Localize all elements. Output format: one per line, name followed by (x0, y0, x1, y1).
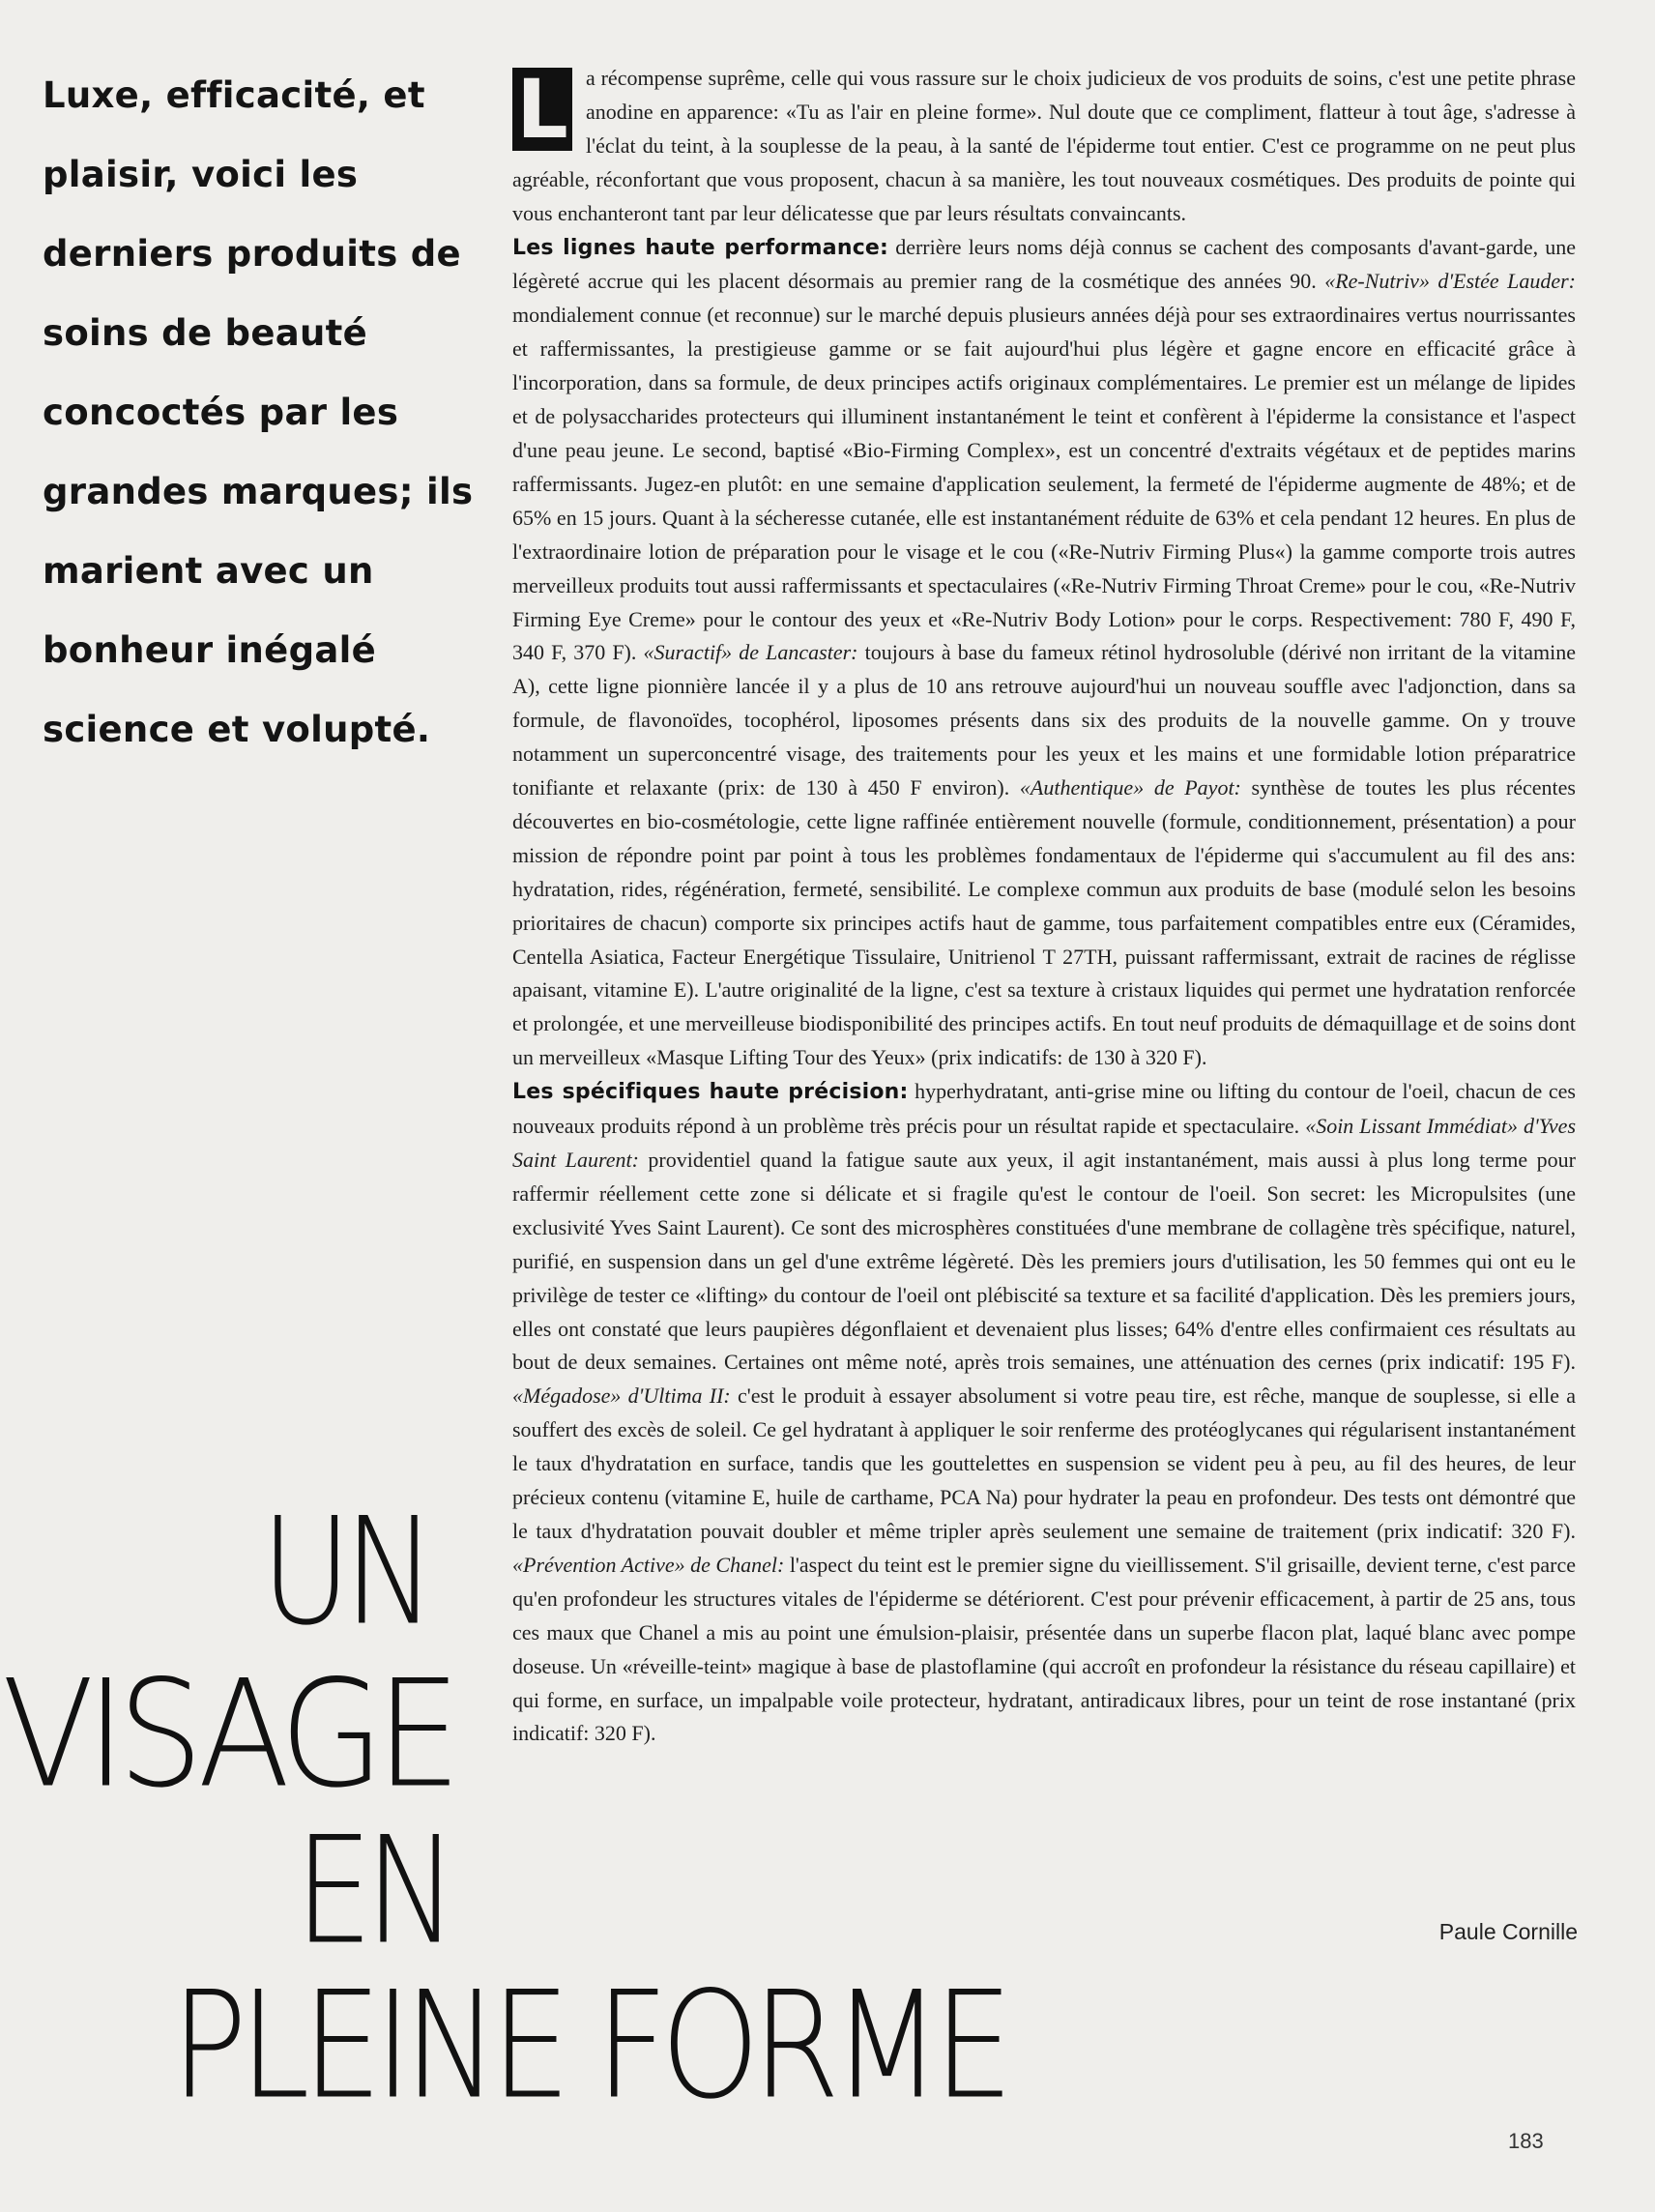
section-2-text-c: c'est le produit à essayer absolument si votre peau tire, est rêche, manque de souplesse, si elle a souffert des excès de soleil. Ce gel hydratant à appliquer le soir renferme des protéoglycanes qui régularisent instantanément le taux d'hydratation en surface, tandis que les gouttelettes en suspension se vident peu à peu, au fil des heures, de leur précieux contenu (vitamine E, huile de carthame, PCA Na) pour hydrater la peau en profondeur. Des tests ont démontré que le taux d'hydratation pouvait doubler et même tripler après seulement une semaine de traitement (prix indicatif: 320 F). (512, 1383, 1576, 1543)
product-name-re-nutriv: «Re-Nutriv» d'Estée Lauder: (1324, 269, 1576, 294)
intro-text: a récompense suprême, celle qui vous rassure sur le choix judicieux de vos produits de soins, c'est une petite phrase anodine en apparence: «Tu as l'air en pleine forme». Nul doute que ce compliment, flatteur à tout âge, s'adresse à l'éclat du teint, à la souplesse de la peau, à la santé de l'épiderme tout entier. C'est ce programme on ne peut plus agréable, réconfortant que vous proposent, chacun à sa manière, les tout nouveaux cosmétiques. Des produits de pointe qui vous enchanteront tant par leur délicatesse que par leurs résultats convaincants. (512, 66, 1576, 225)
article-section-1 (512, 231, 1576, 1076)
section-2-text-b: providentiel quand la fatigue saute aux yeux, il agit instantanément, mais aussi à plus long terme pour raffermir réellement cette zone si délicate et si fragile qu'est le contour de l'oeil. Son secret: les Micropulsites (une exclusivité Yves Saint Laurent). Ce sont des microsphères constituées d'une membrane de collagène très spécifique, naturel, purifié, en suspension dans un gel d'une extrême légèreté. Dès les premiers jours d'utilisation, les 50 femmes qui ont eu le privilège de tester ce «lifting» du contour de l'oeil ont plébiscité sa texture et sa facilité d'application. Dès les premiers jours, elles ont constaté que leurs paupières dégonflaient et devenaient plus lisses; 64% d'entre elles confirmaient ces résultats au bout de deux semaines. Certaines ont même noté, après trois semaines, une atténuation des cernes (prix indicatif: 195 F). (512, 1148, 1576, 1375)
headline-line-4: PLEINE FORME (171, 1960, 1006, 2133)
section-1-text-b: mondialement connue (et reconnue) sur le marché depuis plusieurs années déjà pour ses extraordinaires vertus nourrissantes et raffermissantes, la prestigieuse gamme or se fait aujourd'hui plus légère et gagne encore en efficacité grâce à l'incorporation, dans sa formule, de deux principes actifs originaux complémentaires. Le premier est un mélange de lipides et de polysaccharides protecteurs qui illuminent instantanément le teint et confèrent à l'épiderme la consistance et l'aspect d'une peau jeune. Le second, baptisé «Bio-Firming Complex», est un concentré d'extraits végétaux et de peptides marins raffermissants. Jugez-en plutôt: en une semaine d'application seulement, la fermeté de l'épiderme augmente de 48%; et de 65% en 15 jours. Quant à la sécheresse cutanée, elle est instantanément réduite de 63% et cela pendant 12 heures. En plus de l'extraordinaire lotion de préparation pour le visage et le cou («Re-Nutriv Firming Plus«) la gamme comporte trois autres merveilleux produits tout aussi raffermissants et spectaculaires («Re-Nutriv Firming Throat Creme» pour le cou, «Re-Nutriv Firming Eye Creme» pour le contour des yeux et «Re-Nutriv Body Lotion» pour le corps. Respectivement: 780 F, 490 F, 340 F, 370 F). (512, 303, 1576, 665)
article-paragraph-intro (512, 62, 1576, 231)
section-2-text-a: hyperhydratant, anti-grise mine ou lifting du contour de l'oeil, chacun de ces nouveaux produits répond à un problème très précis pour un résultat rapide et spectaculaire. (512, 1079, 1576, 1139)
product-name-megadose: «Mégadose» d'Ultima II: (512, 1383, 731, 1409)
section-2-text-d: l'aspect du teint est le premier signe du vieillissement. S'il grisaille, devient terne, c'est parce qu'en profondeur les structures vitales de l'épiderme se détériorent. C'est pour prévenir efficacement, à partir de 25 ans, tous ces maux que Chanel a mis au point une émulsion-plaisir, présentée dans un superbe flacon plat, laqué blanc avec pompe doseuse. Un «réveille-teint» magique à base de plastoflamine (qui accroît en profondeur la résistance du réseau capillaire) et qui forme, en surface, un impalpable voile protecteur, hydratant, antiradicaux libres, pour un teint de rose instantané (prix indicatif: 320 F). (512, 1552, 1576, 1746)
product-name-prevention-active: «Prévention Active» de Chanel: (512, 1552, 785, 1577)
headline-line-3: EN (295, 1805, 450, 1978)
product-name-authentique: «Authentique» de Payot: (1019, 775, 1241, 800)
section-heading-performance: Les lignes haute performance: (512, 235, 889, 260)
product-name-soin-lissant: «Soin Lissant Immédiat» d'Yves Saint Laurent: (512, 1114, 1576, 1172)
author-signature: Paule Cornille (1438, 1919, 1578, 1944)
headline-line-1: UN (261, 1486, 429, 1659)
intro-deck: Luxe, efficacité, et plaisir, voici les derniers produits de soins de beauté concoctés par les grandes marques; ils marient avec un bonheur inégalé science et volupté. (43, 74, 474, 750)
section-1-text-c: toujours à base du fameux rétinol hydrosoluble (dérivé non irritant de la vitamine A), cette ligne pionnière lancée il y a plus de 10 ans retrouve aujourd'hui un nouveau souffle avec l'adjonction, dans sa formule, de flavonoïdes, tocophérol, liposomes présents dans six des produits de la nouvelle gamme. On y trouve notamment un superconcentré visage, des traitements pour les yeux et les mains et une formidable lotion préparatrice tonifiante et relaxante (prix: de 130 à 450 F environ). (512, 640, 1576, 800)
drop-cap: L (512, 68, 572, 151)
section-heading-precision: Les spécifiques haute précision: (512, 1080, 909, 1105)
article-section-2 (512, 1075, 1576, 1751)
page-number: 183 (1508, 2129, 1544, 2153)
section-1-text-a: derrière leurs noms déjà connus se cachent des composants d'avant-garde, une légèreté accrue qui les placent désormais au premier rang de la cosmétique des années 90. (512, 234, 1576, 294)
product-name-suractif: «Suractif» de Lancaster: (643, 640, 858, 665)
article-body (512, 62, 1576, 1751)
section-1-text-d: synthèse de toutes les plus récentes découvertes en bio-cosmétologie, cette ligne raffinée entièrement nouvelle (formule, conditionnement, présentation) a pour mission de répondre point par point à tous les problèmes fondamentaux de l'épiderme qui s'accumulent au fil des ans: hydratation, rides, régénération, fermeté, sensibilité. Le complexe commun aux produits de base (modulé selon les besoins prioritaires de chacun) comporte six principes actifs haut de gamme, tous parfaitement compatibles entre eux (Céramides, Centella Asiatica, Facteur Energétique Tissulaire, Unitrienol T 27TH, puissant raffermissant, extrait de racines de réglisse apaisant, vitamine E). L'autre originalité de la ligne, c'est sa texture à cristaux liquides qui permet une hydratation renforcée et prolongée, et une merveilleuse biodisponibilité des principes actifs. En tout neuf produits de démaquillage et de soins dont un merveilleux «Masque Lifting Tour des Yeux» (prix indicatifs: de 130 à 320 F). (512, 775, 1576, 1070)
headline-line-2: VISAGE (2, 1648, 453, 1821)
